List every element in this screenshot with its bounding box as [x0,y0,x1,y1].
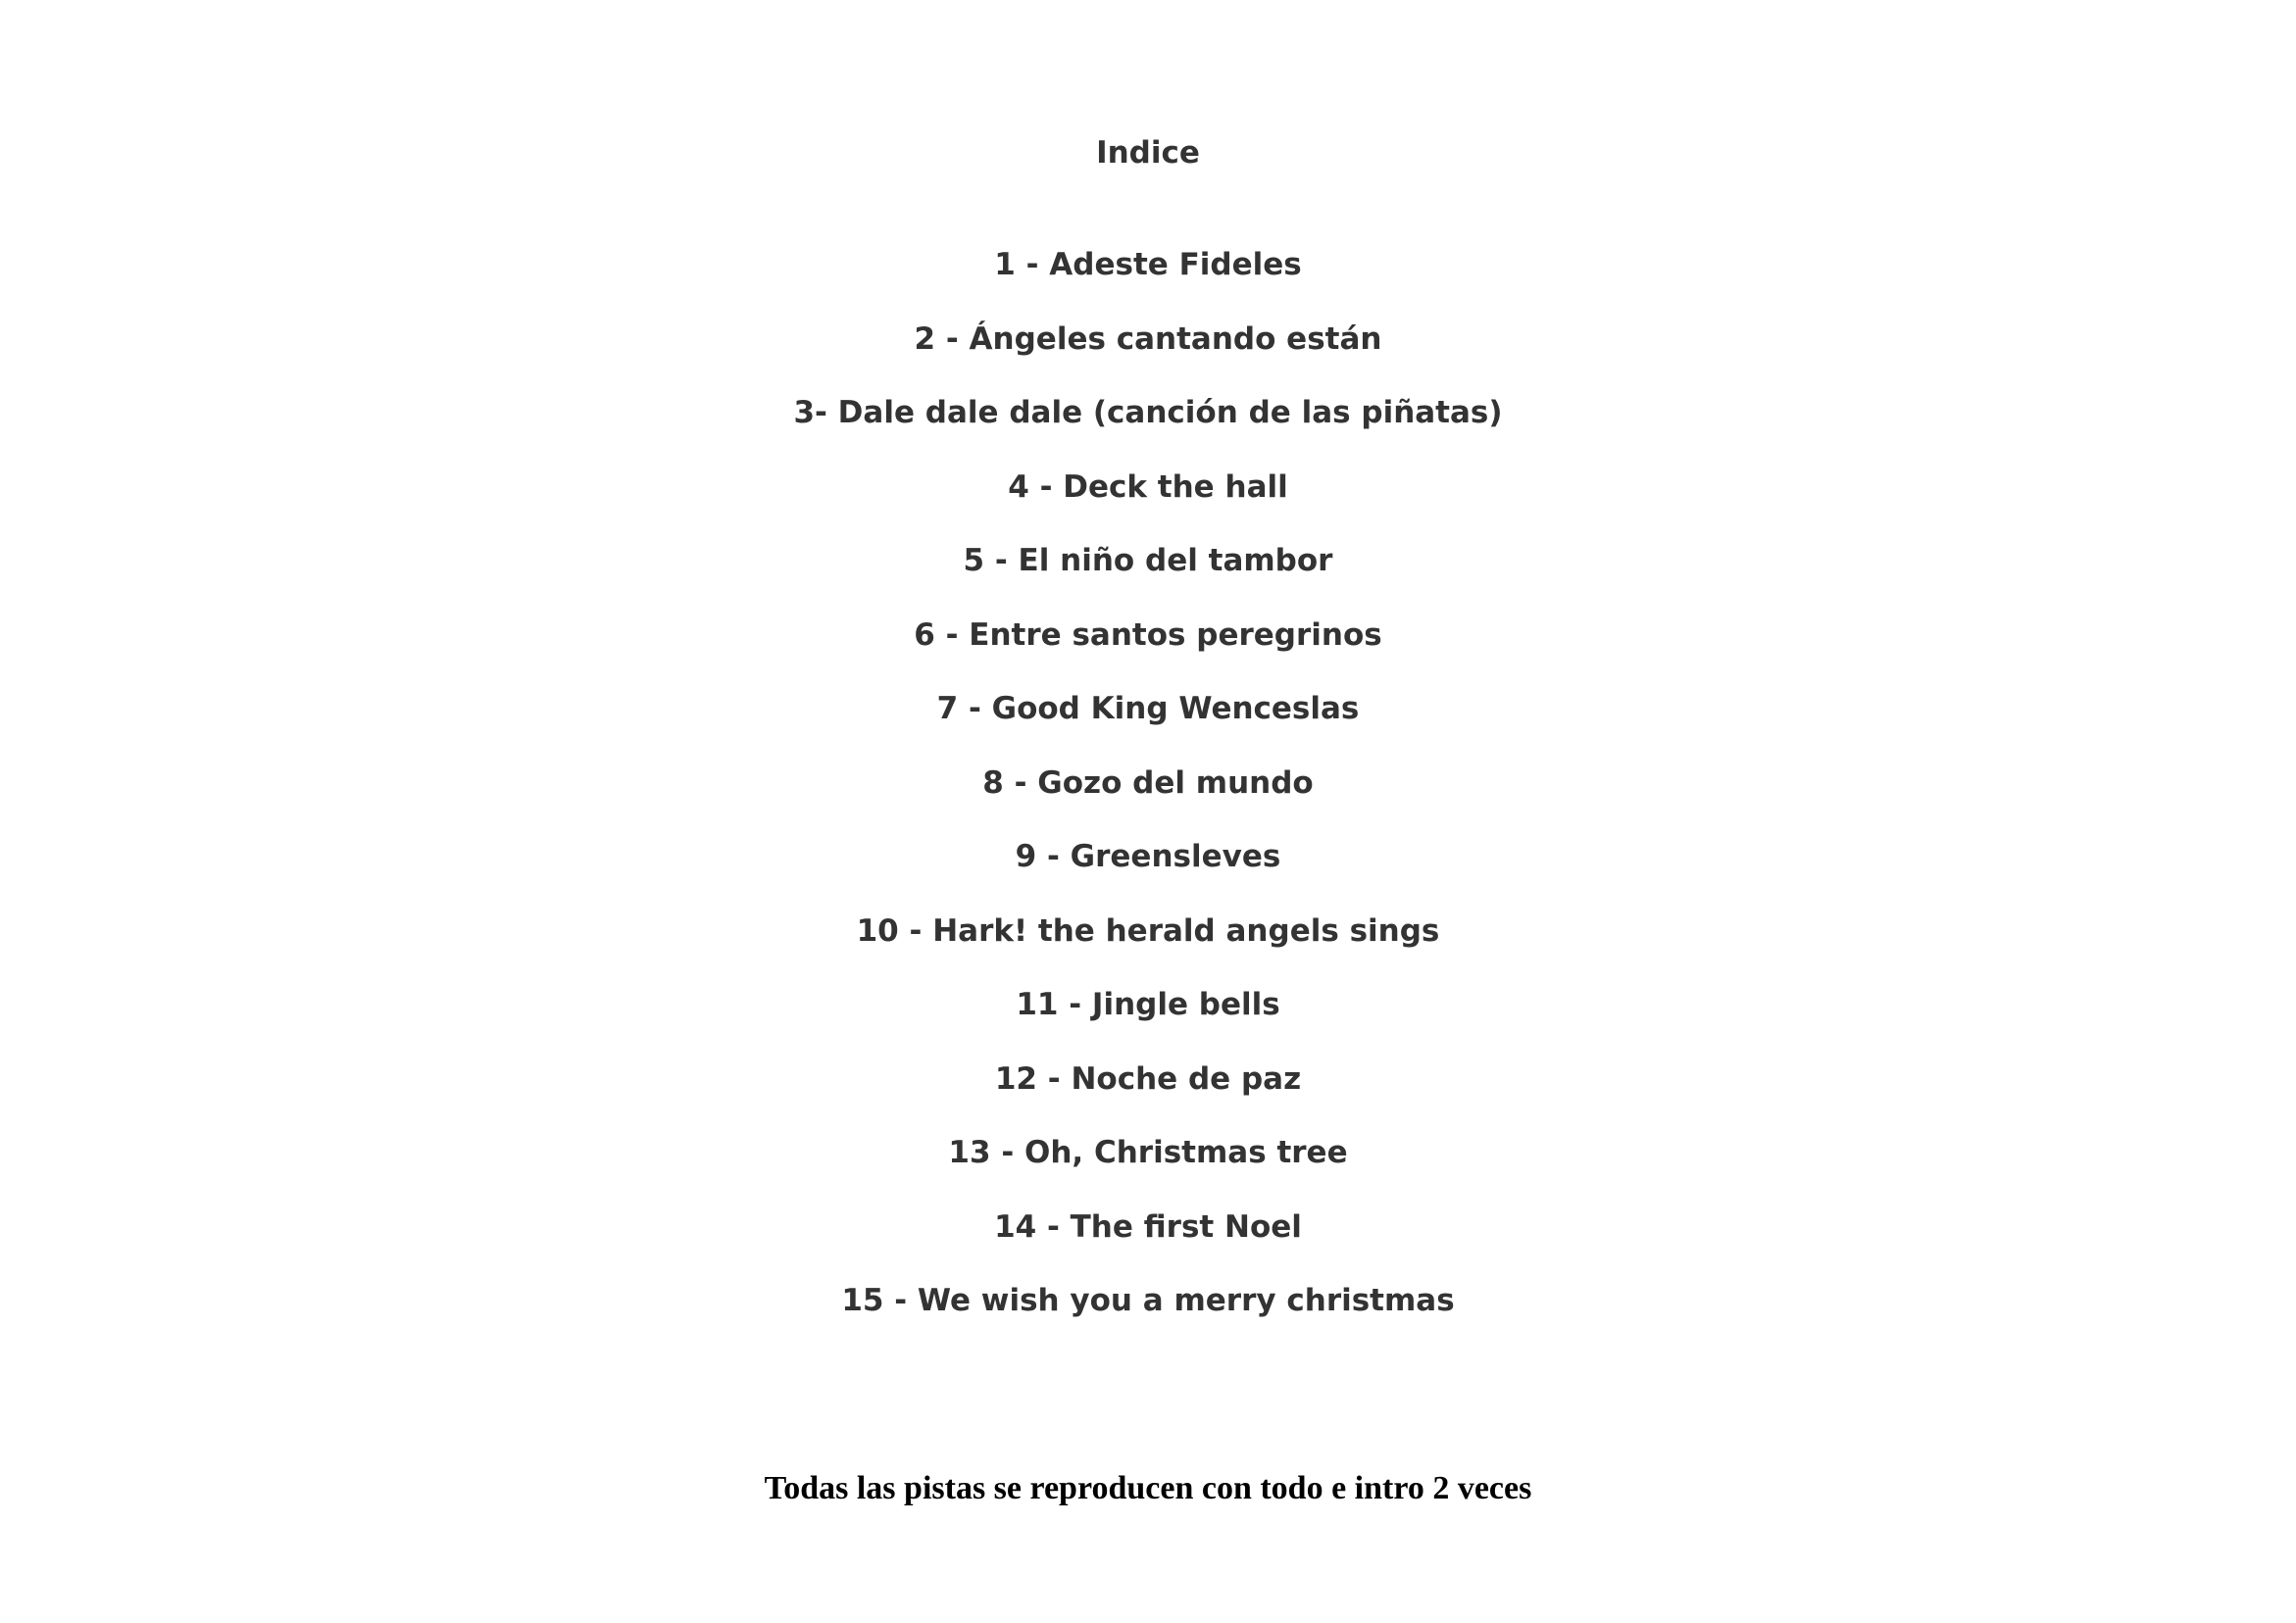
track-item: 15 - We wish you a merry christmas [841,1283,1455,1318]
track-item: 1 - Adeste Fideles [994,247,1302,282]
track-item: 5 - El niño del tambor [963,543,1333,578]
track-item: 2 - Ángeles cantando están [914,320,1382,357]
track-item: 8 - Gozo del mundo [982,764,1314,801]
track-item: 10 - Hark! the herald angels sings [856,912,1440,949]
track-item: 4 - Deck the hall [1008,468,1288,505]
track-item: 6 - Entre santos peregrinos [914,616,1382,653]
track-item: 12 - Noche de paz [994,1060,1302,1097]
track-item: 9 - Greensleves [1015,839,1281,874]
index-title: Indice [1096,135,1200,171]
track-item: 3- Dale dale dale (canción de las piñatas) [793,395,1503,430]
track-item: 13 - Oh, Christmas tree [948,1135,1348,1170]
playback-note: Todas las pistas se reproducen con todo e intro 2 veces [764,1470,1532,1506]
track-list [0,245,2296,1355]
track-item: 7 - Good King Wenceslas [936,691,1360,726]
track-item: 14 - The first Noel [994,1208,1302,1245]
track-item: 11 - Jingle bells [1016,987,1280,1022]
